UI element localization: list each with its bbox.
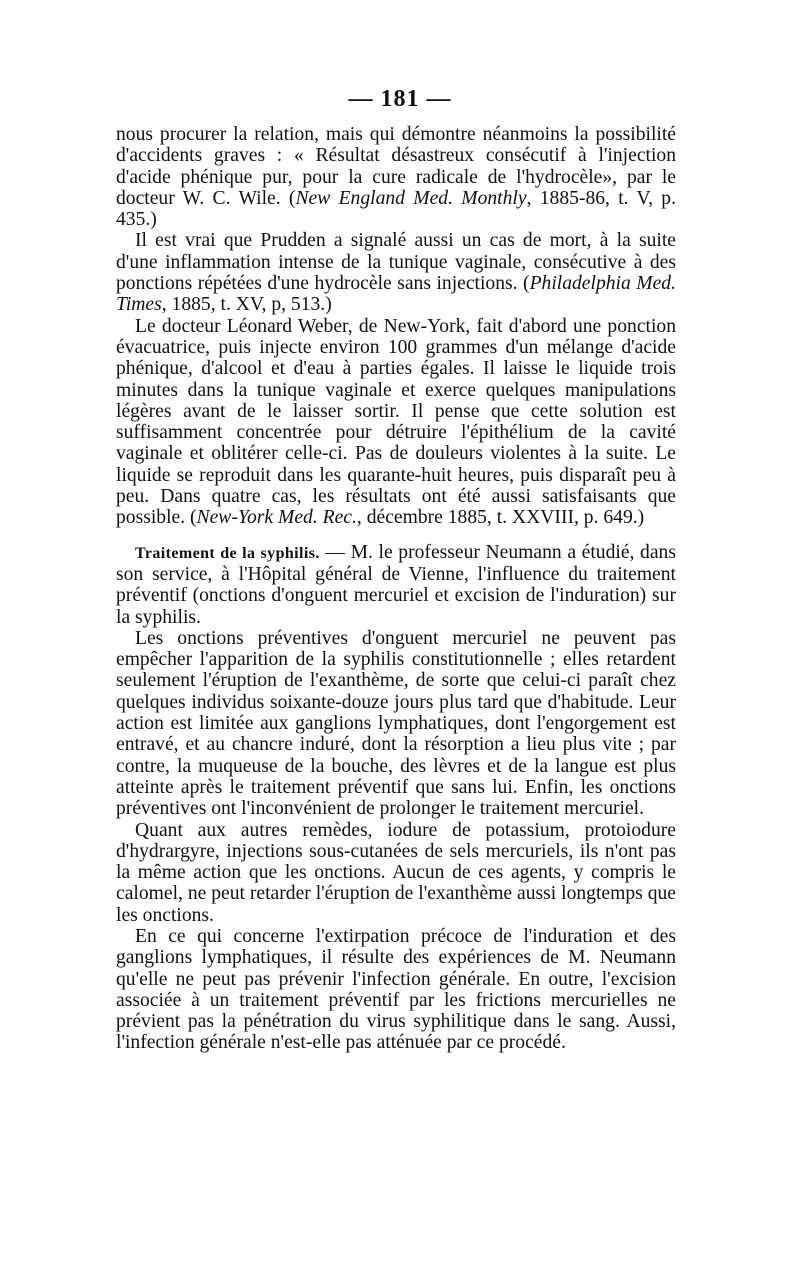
text-run: , 1885-86, t. V, p. 435.)	[116, 187, 677, 231]
paragraph-mercurial-onctions	[116, 628, 676, 820]
paragraph-syphilis-intro	[116, 542, 676, 628]
journal-citation: Philadelphia Med. Times	[116, 273, 676, 316]
text-run: nous procurer la relation, mais qui démontre néanmoins la possibilité d'accidents graves : « Résultat désastreux consécutif à l'injection d'acide phénique pur, pour la cure radicale de l'hydrocèle», par le docteur W. C. Wile. (	[116, 124, 676, 209]
journal-citation: New England Med. Monthly	[295, 187, 527, 209]
paragraph-extirpation	[116, 926, 676, 1054]
text-run: Quant aux autres remèdes, iodure de potassium, protoiodure d'hydrargyre, injections sous-cutanées de sels mercuriels, ils n'ont pas la même action que les onctions. Aucun de ces agents, y compris le calomel, ne peut retarder l'éruption de l'exanthème aussi longtemps que les onctions.	[116, 819, 676, 926]
text-run: , décembre 1885, t. XXVIII, p. 649.)	[356, 507, 645, 529]
text-run: , 1885, t. XV, p, 513.)	[161, 294, 332, 316]
page-number: — 181 —	[348, 86, 452, 112]
body-text	[116, 124, 676, 1054]
text-run: Il est vrai que Prudden a signalé aussi un cas de mort, à la suite d'une inflammation intense de la tunique vaginale, consécutive à des ponctions répétées d'une hydrocèle sans injections. (	[116, 230, 676, 295]
text-run: — M. le professeur Neumann a étudié, dans son service, à l'Hôpital général de Vienne, l'influence du traitement préventif (onctions d'onguent mercuriel et excision de l'induration) sur la syphilis.	[116, 541, 676, 628]
text-run: Les onctions préventives d'onguent mercuriel ne peuvent pas empêcher l'apparition de la syphilis constitutionnelle ; elles retardent seulement l'éruption de l'exanthème, de sorte que celui-ci paraît chez quelques individus soixante-douze jours plus tard que d'habitude. Leur action est limitée aux ganglions lymphatiques, dont l'engorgement est entravé, et au chancre induré, dont la résorption a lieu plus vite ; par contre, la muqueuse de la bouche, des lèvres et de la langue est plus atteinte après le traitement préventif que sans lui. Enfin, les onctions préventives ont l'inconvénient de prolonger le traitement mercuriel.	[116, 627, 676, 820]
journal-citation: New-York Med. Rec.	[196, 507, 357, 529]
text-run: En ce qui concerne l'extirpation précoce de l'induration et des ganglions lymphatiques, il résulte des expériences de M. Neumann qu'elle ne peut pas prévenir l'infection générale. En outre, l'excision associée à un traitement préventif par les frictions mercurielles ne prévient pas la pénétration du virus syphilitique dans le sang. Aussi, l'infection générale n'est-elle pas atténuée par ce procédé.	[116, 925, 676, 1054]
section-heading: Traitement de la syphilis.	[135, 544, 320, 562]
paragraph-other-remedies	[116, 820, 676, 926]
text-run: Le docteur Léonard Weber, de New-York, fait d'abord une ponction évacuatrice, puis injecte environ 100 grammes d'un mélange d'acide phénique, d'alcool et d'eau à parties égales. Il laisse le liquide trois minutes dans la tunique vaginale et exerce quelques manipulations légères avant de le laisser sortir. Il pense que cette solution est suffisamment concentrée pour détruire l'épithélium de la cavité vaginale et oblitérer celle-ci. Pas de douleurs violentes à la suite. Le liquide se reproduit dans les quarante-huit heures, puis disparaît peu à peu. Dans quatre cas, les résultats ont été aussi satisfaisants que possible. (	[116, 315, 676, 529]
section-gap	[116, 529, 676, 542]
paragraph-prudden-case	[116, 230, 676, 315]
paragraph-weber-method	[116, 316, 676, 529]
paragraph-carbolic-hydrocele-case	[116, 124, 676, 230]
